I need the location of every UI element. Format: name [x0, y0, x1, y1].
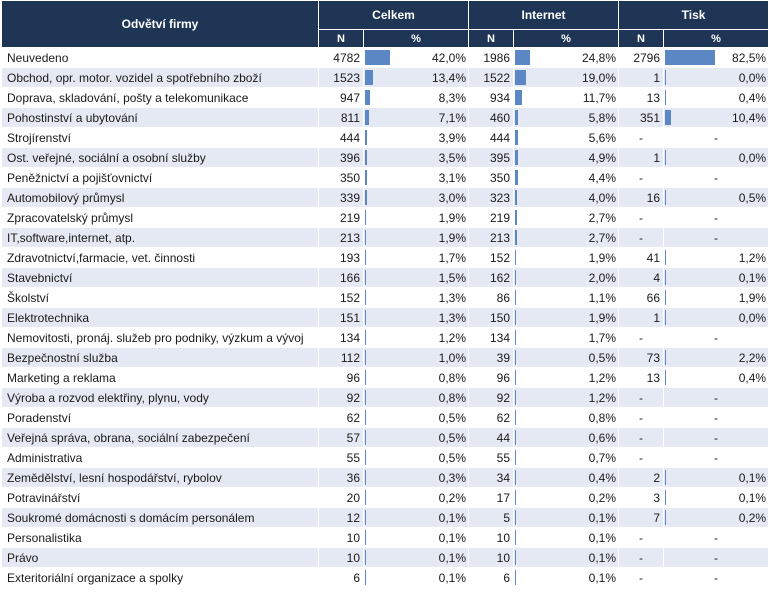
tisk-pct-value: 0,2% — [738, 510, 767, 525]
industry-table — [1, 0, 769, 588]
tisk-pct-value: 0,4% — [738, 370, 767, 385]
tisk-pct-cell: - — [664, 428, 769, 448]
internet-n-cell: 150 — [469, 308, 514, 328]
tisk-pct-cell — [664, 508, 769, 528]
total-n-cell: 350 — [319, 168, 364, 188]
total-pct-value: 1,2% — [438, 330, 467, 345]
tisk-n-cell: 66 — [619, 288, 664, 308]
internet-pct-cell — [514, 208, 619, 228]
internet-pct-cell — [514, 468, 619, 488]
total-pct-value: 0,5% — [438, 410, 467, 425]
tisk-n-cell: 3 — [619, 488, 664, 508]
total-pct-value: 42,0% — [431, 50, 467, 65]
tisk-n-cell: 16 — [619, 188, 664, 208]
tisk-pct-cell — [664, 148, 769, 168]
total-n-cell: 396 — [319, 148, 364, 168]
internet-pct-value: 1,2% — [588, 390, 617, 405]
total-pct-cell — [364, 368, 469, 388]
tisk-n-cell: - — [619, 388, 664, 408]
total-pct-cell — [364, 488, 469, 508]
internet-pct-value: 1,9% — [588, 310, 617, 325]
internet-pct-cell — [514, 428, 619, 448]
header-row-label: Odvětví firmy — [2, 1, 319, 48]
total-pct-cell — [364, 108, 469, 128]
tisk-n-cell: 1 — [619, 308, 664, 328]
internet-pct-value: 5,6% — [588, 130, 617, 145]
row-label: Zpracovatelský průmysl — [2, 208, 319, 228]
tisk-n-cell: 4 — [619, 268, 664, 288]
row-label: Doprava, skladování, pošty a telekomunikace — [2, 88, 319, 108]
internet-pct-value: 5,8% — [588, 110, 617, 125]
header-celkem: Celkem — [319, 1, 469, 30]
total-pct-cell — [364, 428, 469, 448]
internet-n-cell: 55 — [469, 448, 514, 468]
total-pct-value: 13,4% — [431, 70, 467, 85]
tisk-pct-cell: - — [664, 168, 769, 188]
tisk-pct-value: 0,1% — [738, 490, 767, 505]
row-label: Strojírenství — [2, 128, 319, 148]
internet-pct-cell — [514, 148, 619, 168]
total-n-cell: 166 — [319, 268, 364, 288]
header-tisk-pct: % — [664, 30, 769, 48]
row-label: Veřejná správa, obrana, sociální zabezpečení — [2, 428, 319, 448]
row-label: Ost. veřejné, sociální a osobní služby — [2, 148, 319, 168]
tisk-pct-cell: - — [664, 568, 769, 588]
internet-n-cell: 934 — [469, 88, 514, 108]
row-label: Obchod, opr. motor. vozidel a spotřebního zboží — [2, 68, 319, 88]
total-pct-value: 1,9% — [438, 210, 467, 225]
internet-n-cell: 10 — [469, 548, 514, 568]
table-row — [2, 408, 769, 428]
total-pct-cell — [364, 68, 469, 88]
total-n-cell: 55 — [319, 448, 364, 468]
internet-pct-value: 0,2% — [588, 490, 617, 505]
total-pct-cell — [364, 528, 469, 548]
total-pct-value: 0,5% — [438, 450, 467, 465]
internet-pct-cell — [514, 308, 619, 328]
tisk-n-cell: - — [619, 448, 664, 468]
total-n-cell: 213 — [319, 228, 364, 248]
total-pct-value: 0,1% — [438, 570, 467, 585]
tisk-n-cell: - — [619, 208, 664, 228]
total-pct-value: 3,1% — [438, 170, 467, 185]
total-pct-value: 0,8% — [438, 390, 467, 405]
total-pct-value: 1,0% — [438, 350, 467, 365]
total-n-cell: 1523 — [319, 68, 364, 88]
tisk-pct-cell — [664, 68, 769, 88]
internet-pct-cell — [514, 188, 619, 208]
tisk-n-cell: 351 — [619, 108, 664, 128]
internet-pct-cell — [514, 88, 619, 108]
total-pct-value: 1,3% — [438, 290, 467, 305]
table-row — [2, 328, 769, 348]
internet-n-cell: 39 — [469, 348, 514, 368]
internet-pct-cell — [514, 68, 619, 88]
internet-pct-cell — [514, 268, 619, 288]
tisk-pct-cell: - — [664, 448, 769, 468]
total-pct-cell — [364, 208, 469, 228]
tisk-n-cell: 2796 — [619, 48, 664, 68]
internet-pct-value: 0,8% — [588, 410, 617, 425]
total-pct-cell — [364, 88, 469, 108]
total-pct-cell — [364, 48, 469, 68]
internet-n-cell: 444 — [469, 128, 514, 148]
header-internet: Internet — [469, 1, 619, 30]
total-pct-cell — [364, 548, 469, 568]
row-label: Zemědělství, lesní hospodářství, rybolov — [2, 468, 319, 488]
row-label: Stavebnictví — [2, 268, 319, 288]
internet-pct-value: 2,0% — [588, 270, 617, 285]
table-row — [2, 528, 769, 548]
internet-pct-cell — [514, 548, 619, 568]
tisk-pct-cell: - — [664, 548, 769, 568]
tisk-pct-cell: - — [664, 408, 769, 428]
tisk-pct-cell: - — [664, 528, 769, 548]
total-n-cell: 20 — [319, 488, 364, 508]
internet-pct-cell — [514, 408, 619, 428]
table-row — [2, 68, 769, 88]
total-pct-value: 0,2% — [438, 490, 467, 505]
row-label: Zdravotnictví,farmacie, vet. činnosti — [2, 248, 319, 268]
total-pct-cell — [364, 268, 469, 288]
tisk-n-cell: - — [619, 328, 664, 348]
table-row — [2, 88, 769, 108]
tisk-n-cell: - — [619, 228, 664, 248]
row-label: Automobilový průmysl — [2, 188, 319, 208]
internet-pct-cell — [514, 348, 619, 368]
internet-n-cell: 1522 — [469, 68, 514, 88]
total-pct-value: 3,5% — [438, 150, 467, 165]
table-row — [2, 448, 769, 468]
total-pct-cell — [364, 568, 469, 588]
total-n-cell: 151 — [319, 308, 364, 328]
tisk-pct-cell: - — [664, 208, 769, 228]
total-n-cell: 134 — [319, 328, 364, 348]
internet-pct-value: 4,0% — [588, 190, 617, 205]
total-n-cell: 62 — [319, 408, 364, 428]
internet-n-cell: 17 — [469, 488, 514, 508]
tisk-n-cell: - — [619, 128, 664, 148]
internet-n-cell: 5 — [469, 508, 514, 528]
row-label: Soukromé domácnosti s domácím personálem — [2, 508, 319, 528]
internet-pct-cell — [514, 488, 619, 508]
tisk-n-cell: - — [619, 408, 664, 428]
tisk-pct-cell — [664, 308, 769, 328]
tisk-pct-value: 1,9% — [738, 290, 767, 305]
internet-n-cell: 6 — [469, 568, 514, 588]
table-row — [2, 468, 769, 488]
table-row — [2, 308, 769, 328]
tisk-pct-cell — [664, 468, 769, 488]
total-n-cell: 947 — [319, 88, 364, 108]
internet-pct-cell — [514, 108, 619, 128]
row-label: Personalistika — [2, 528, 319, 548]
total-n-cell: 444 — [319, 128, 364, 148]
tisk-n-cell: - — [619, 168, 664, 188]
total-n-cell: 152 — [319, 288, 364, 308]
row-label: Administrativa — [2, 448, 319, 468]
tisk-pct-cell: - — [664, 228, 769, 248]
total-pct-value: 0,1% — [438, 510, 467, 525]
internet-pct-value: 1,9% — [588, 250, 617, 265]
row-label: Poradenství — [2, 408, 319, 428]
total-pct-value: 1,9% — [438, 230, 467, 245]
total-pct-value: 1,7% — [438, 250, 467, 265]
internet-n-cell: 395 — [469, 148, 514, 168]
total-pct-cell — [364, 348, 469, 368]
row-label: Školství — [2, 288, 319, 308]
tisk-pct-value: 0,1% — [738, 470, 767, 485]
total-pct-value: 0,3% — [438, 470, 467, 485]
internet-pct-value: 19,0% — [582, 70, 617, 85]
internet-pct-value: 0,4% — [588, 470, 617, 485]
total-pct-value: 1,3% — [438, 310, 467, 325]
row-label: Výroba a rozvod elektřiny, plynu, vody — [2, 388, 319, 408]
tisk-n-cell: 73 — [619, 348, 664, 368]
header-celkem-n: N — [319, 30, 364, 48]
total-pct-cell — [364, 148, 469, 168]
internet-pct-cell — [514, 168, 619, 188]
row-label: Neuvedeno — [2, 48, 319, 68]
total-pct-cell — [364, 388, 469, 408]
internet-pct-value: 11,7% — [582, 90, 617, 105]
internet-pct-cell — [514, 568, 619, 588]
tisk-pct-value: 82,5% — [732, 50, 767, 65]
internet-n-cell: 1986 — [469, 48, 514, 68]
table-row — [2, 388, 769, 408]
tisk-pct-cell — [664, 88, 769, 108]
total-n-cell: 12 — [319, 508, 364, 528]
tisk-pct-cell: - — [664, 128, 769, 148]
tisk-n-cell: - — [619, 548, 664, 568]
internet-pct-cell — [514, 508, 619, 528]
internet-n-cell: 323 — [469, 188, 514, 208]
total-pct-cell — [364, 188, 469, 208]
total-n-cell: 10 — [319, 528, 364, 548]
table-row — [2, 568, 769, 588]
row-label: IT,software,internet, atp. — [2, 228, 319, 248]
internet-n-cell: 10 — [469, 528, 514, 548]
total-pct-value: 1,5% — [438, 270, 467, 285]
tisk-n-cell: - — [619, 428, 664, 448]
row-label: Pohostinství a ubytování — [2, 108, 319, 128]
total-n-cell: 339 — [319, 188, 364, 208]
row-label: Nemovitosti, pronáj. služeb pro podniky, výzkum a vývoj — [2, 328, 319, 348]
tisk-pct-value: 2,2% — [738, 350, 767, 365]
table-row — [2, 48, 769, 68]
total-pct-cell — [364, 508, 469, 528]
total-pct-cell — [364, 448, 469, 468]
tisk-pct-value: 0,1% — [738, 270, 767, 285]
table-row — [2, 548, 769, 568]
internet-n-cell: 96 — [469, 368, 514, 388]
tisk-pct-cell — [664, 368, 769, 388]
internet-pct-value: 1,7% — [588, 330, 617, 345]
internet-n-cell: 152 — [469, 248, 514, 268]
internet-pct-cell — [514, 388, 619, 408]
internet-n-cell: 460 — [469, 108, 514, 128]
row-label: Elektrotechnika — [2, 308, 319, 328]
internet-pct-cell — [514, 288, 619, 308]
tisk-n-cell: - — [619, 528, 664, 548]
table-row — [2, 148, 769, 168]
tisk-n-cell: 2 — [619, 468, 664, 488]
header-internet-n: N — [469, 30, 514, 48]
tisk-pct-cell: - — [664, 388, 769, 408]
table-row — [2, 228, 769, 248]
tisk-pct-cell — [664, 348, 769, 368]
internet-pct-value: 0,5% — [588, 350, 617, 365]
total-n-cell: 92 — [319, 388, 364, 408]
total-n-cell: 96 — [319, 368, 364, 388]
total-n-cell: 4782 — [319, 48, 364, 68]
total-pct-value: 8,3% — [438, 90, 467, 105]
internet-n-cell: 62 — [469, 408, 514, 428]
total-n-cell: 219 — [319, 208, 364, 228]
internet-pct-value: 2,7% — [588, 210, 617, 225]
tisk-pct-cell — [664, 188, 769, 208]
internet-n-cell: 219 — [469, 208, 514, 228]
tisk-n-cell: 7 — [619, 508, 664, 528]
internet-pct-value: 0,6% — [588, 430, 617, 445]
table-row — [2, 488, 769, 508]
row-label: Exteritoriální organizace a spolky — [2, 568, 319, 588]
internet-pct-value: 0,7% — [588, 450, 617, 465]
table-row — [2, 288, 769, 308]
internet-n-cell: 350 — [469, 168, 514, 188]
internet-n-cell: 34 — [469, 468, 514, 488]
tisk-pct-cell — [664, 108, 769, 128]
tisk-pct-value: 1,2% — [738, 250, 767, 265]
total-pct-value: 0,5% — [438, 430, 467, 445]
internet-n-cell: 86 — [469, 288, 514, 308]
tisk-n-cell: 1 — [619, 68, 664, 88]
tisk-pct-cell — [664, 488, 769, 508]
total-pct-value: 3,9% — [438, 130, 467, 145]
tisk-n-cell: - — [619, 568, 664, 588]
internet-pct-cell — [514, 128, 619, 148]
internet-n-cell: 213 — [469, 228, 514, 248]
table-row — [2, 348, 769, 368]
tisk-n-cell: 1 — [619, 148, 664, 168]
internet-pct-value: 0,1% — [588, 530, 617, 545]
tisk-pct-cell — [664, 268, 769, 288]
header-tisk: Tisk — [619, 1, 769, 30]
internet-n-cell: 92 — [469, 388, 514, 408]
table-row — [2, 428, 769, 448]
row-label: Právo — [2, 548, 319, 568]
row-label: Potravinářství — [2, 488, 319, 508]
tisk-pct-cell: - — [664, 328, 769, 348]
internet-pct-value: 2,7% — [588, 230, 617, 245]
tisk-pct-value: 0,0% — [738, 150, 767, 165]
total-pct-cell — [364, 228, 469, 248]
tisk-pct-value: 0,0% — [738, 310, 767, 325]
internet-pct-value: 1,2% — [588, 370, 617, 385]
total-pct-value: 0,8% — [438, 370, 467, 385]
table-row — [2, 128, 769, 148]
internet-pct-cell — [514, 448, 619, 468]
total-n-cell: 6 — [319, 568, 364, 588]
table-row — [2, 508, 769, 528]
tisk-n-cell: 13 — [619, 368, 664, 388]
row-label: Peněžnictví a pojišťovnictví — [2, 168, 319, 188]
tisk-pct-cell — [664, 288, 769, 308]
header-internet-pct: % — [514, 30, 619, 48]
total-pct-cell — [364, 128, 469, 148]
internet-pct-value: 24,8% — [582, 50, 617, 65]
row-label: Bezpečnostní služba — [2, 348, 319, 368]
internet-pct-value: 0,1% — [588, 570, 617, 585]
total-n-cell: 57 — [319, 428, 364, 448]
internet-n-cell: 134 — [469, 328, 514, 348]
total-pct-cell — [364, 308, 469, 328]
internet-pct-cell — [514, 48, 619, 68]
total-n-cell: 112 — [319, 348, 364, 368]
tisk-pct-cell — [664, 48, 769, 68]
table-row — [2, 268, 769, 288]
internet-pct-cell — [514, 228, 619, 248]
total-pct-cell — [364, 468, 469, 488]
tisk-pct-value: 0,5% — [738, 190, 767, 205]
tisk-pct-value: 0,0% — [738, 70, 767, 85]
internet-pct-value: 0,1% — [588, 550, 617, 565]
internet-pct-value: 0,1% — [588, 510, 617, 525]
total-n-cell: 811 — [319, 108, 364, 128]
total-pct-cell — [364, 288, 469, 308]
internet-pct-cell — [514, 328, 619, 348]
table-row — [2, 168, 769, 188]
total-pct-value: 7,1% — [438, 110, 467, 125]
tisk-pct-cell — [664, 248, 769, 268]
total-pct-cell — [364, 248, 469, 268]
total-n-cell: 10 — [319, 548, 364, 568]
internet-n-cell: 44 — [469, 428, 514, 448]
table-row — [2, 108, 769, 128]
table-row — [2, 368, 769, 388]
total-pct-cell — [364, 168, 469, 188]
tisk-pct-value: 0,4% — [738, 90, 767, 105]
table-row — [2, 208, 769, 228]
total-n-cell: 193 — [319, 248, 364, 268]
total-pct-cell — [364, 328, 469, 348]
table-body — [2, 48, 769, 588]
internet-n-cell: 162 — [469, 268, 514, 288]
total-pct-value: 0,1% — [438, 550, 467, 565]
row-label: Marketing a reklama — [2, 368, 319, 388]
header-tisk-n: N — [619, 30, 664, 48]
table-row — [2, 188, 769, 208]
tisk-n-cell: 13 — [619, 88, 664, 108]
internet-pct-value: 4,9% — [588, 150, 617, 165]
total-n-cell: 36 — [319, 468, 364, 488]
header-celkem-pct: % — [364, 30, 469, 48]
table-row — [2, 248, 769, 268]
internet-pct-cell — [514, 248, 619, 268]
tisk-pct-value: 10,4% — [732, 110, 767, 125]
total-pct-value: 3,0% — [438, 190, 467, 205]
internet-pct-value: 4,4% — [588, 170, 617, 185]
total-pct-cell — [364, 408, 469, 428]
internet-pct-cell — [514, 528, 619, 548]
internet-pct-cell — [514, 368, 619, 388]
total-pct-value: 0,1% — [438, 530, 467, 545]
tisk-n-cell: 41 — [619, 248, 664, 268]
internet-pct-value: 1,1% — [588, 290, 617, 305]
